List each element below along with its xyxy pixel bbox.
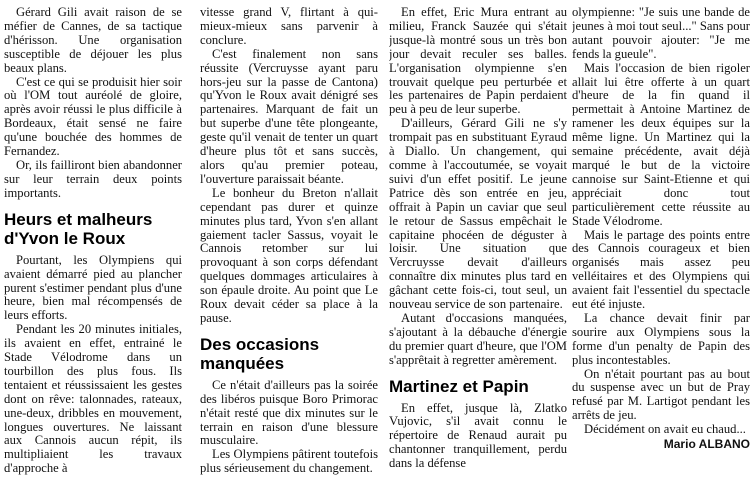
paragraph: Mais l'occasion de bien rigoler allait lui être offerte à un quart d'heure de la fin quand il permettait à Antoine Martinez de ramener les deux équipes sur la même ligne. Un Martinez qui la semaine précédente, avait déjà marqué le but de la victoire cannoise sur Saint-Etienne et qui appréciait donc tout particulièrement cette réussite au Stade Vélodrome. (572, 60, 750, 228)
paragraph: C'est ce qui se produisit hier soir où l'OM tout auréolé de gloire, après avoir réussi le plus difficile à Bordeaux, était sensé ne faire qu'une bouchée des hommes de Fernandez. (4, 74, 182, 159)
paragraph: Le bonheur du Breton n'allait cependant pas durer et quinze minutes plus tard, Yvon s'en allant gaiement tacler Sassus, voyait le Cannois retomber sur lui provoquant à son corps défendant quelques dommages articulaires à son épaule droite. Au point que Le Roux devait céder sa place à la pause. (200, 185, 378, 325)
paragraph: Gérard Gili avait raison de se méfier de Cannes, de sa tactique d'hérisson. Une organisation susceptible de déjouer les plus beaux plans. (4, 6, 182, 75)
paragraph: D'ailleurs, Gérard Gili ne s'y trompait pas en substituant Eyraud à Diallo. Un changement, qui comme à l'accoutumée, se voyait suivi d'un effet positif. Le jeune Patrice dès son entrée en jeu, offrait à Papin un caviar que seul le retour de Sassus empêchait le capitaine phocéen de déguster à loisir. Une situation que Vercruysse devait d'ailleurs connaître dix minutes plus tard en gâchant cette fois-ci, tout seul, un nouveau service de son partenaire. (389, 116, 567, 312)
paragraph: On n'était pourtant pas au bout du suspense avec un but de Pray refusé par M. Lartigot pendant les arrêts de jeu. (572, 366, 750, 423)
section-heading: Martinez et Papin (389, 376, 529, 396)
paragraph: Les Olympiens pâtirent toutefois plus sérieusement du changement. (200, 447, 378, 476)
column-4 (572, 6, 750, 480)
paragraph: Or, ils failliront bien abandonner sur leur terrain deux points importants. (4, 157, 182, 200)
paragraph: Pourtant, les Olympiens qui avaient démarré pied au plancher purent s'estimer pendant plus d'une heure, bien mal récompensés de leurs efforts. (4, 252, 182, 323)
paragraph: olympienne: "Je suis une bande de jeunes à moi tout seul..." Sans pour autant pouvoir ajouter: "Je me fends la gueule". (572, 6, 750, 61)
paragraph: vitesse grand V, flirtant à qui-mieux-mieux sans parvenir à conclure. (200, 6, 378, 47)
paragraph: C'est finalement non sans réussite (Vercruysse ayant paru hors-jeu sur la passe de Cantona) qu'Yvon le Roux avait dénigré ses partenaires. Marquant de fait un but superbe d'une tête plongeante, geste qu'il venait de tenter un quart d'heure plus tôt et sans succès, alors qu'au premier poteau, l'ouverture paraissait béante. (200, 46, 378, 186)
paragraph: Autant d'occasions manquées, s'ajoutant à la débauche d'énergie du premier quart d'heure, que l'OM s'apprêtait à regretter amèrement. (389, 310, 567, 367)
column-2 (200, 6, 378, 480)
paragraph: Pendant les 20 minutes initiales, ils avaient en effet, entrainé le Stade Vélodrome dans un tourbillon des plus fous. Ils tentaient et réussissaient les gestes dont on rêve: talonnades, rateaux, une-deux, dribbles en mouvement, longues ouvertures. Ne laissant aux Cannois aucun répit, ils multipliaient les travaux d'approche à (4, 322, 182, 476)
paragraph: En effet, jusque là, Zlatko Vujovic, s'il avait connu le répertoire de Renaud aurait pu chantonner tranquillement, perdu dans la défense (389, 400, 567, 471)
paragraph: Mais le partage des points entre des Cannois courageux et bien organisés mais assez peu velléitaires et des Olympiens qui avaient fait l'essentiel du spectacle eut été injuste. (572, 227, 750, 312)
paragraph: Ce n'était d'ailleurs pas la soirée des libéros puisque Boro Primorac n'était resté que dix minutes sur le terrain en raison d'une blessure musculaire. (200, 377, 378, 448)
paragraph: Décidément on avait eu chaud... (584, 422, 746, 437)
author-signature: Mario ALBANO (663, 437, 750, 452)
paragraph: En effet, Eric Mura entrant au milieu, Franck Sauzée qui s'était jusque-là montré sous un très bon jour devait reculer ses balles. L'organisation olympienne s'en trouvait quelque peu perturbée et les partenaires de Papin perdaient peu à peu de leur superbe. (389, 6, 567, 117)
section-heading: Des occasions manquées (200, 334, 320, 373)
column-3 (389, 6, 567, 480)
section-heading: Heurs et malheurs d'Yvon le Roux (4, 209, 153, 248)
column-1 (4, 6, 182, 480)
paragraph: La chance devait finir par sourire aux Olympiens sous la forme d'un penalty de Papin des plus incontestables. (572, 310, 750, 367)
